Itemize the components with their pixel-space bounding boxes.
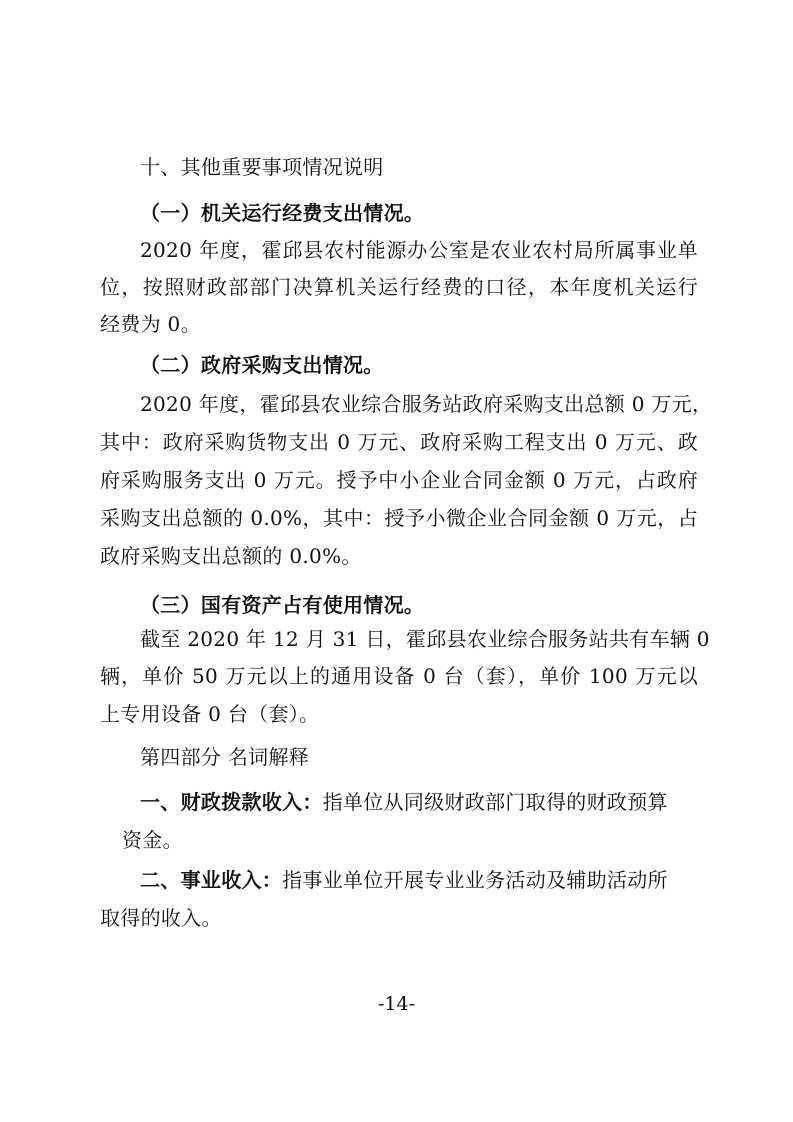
glossary-term-definition: 指事业单位开展专业业务活动及辅助活动所 [282, 868, 668, 892]
glossary-entry-business-income [140, 868, 698, 892]
paragraph-line: 府采购服务支出 0 万元。授予中小企业合同金额 0 万元，占政府 [100, 468, 698, 492]
paragraph-line: 资金。 [122, 828, 183, 852]
paragraph-line: 2020 年度，霍邱县农业综合服务站政府采购支出总额 0 万元， [140, 392, 713, 416]
paragraph-line: 取得的收入。 [100, 906, 222, 930]
paragraph-line: 2020 年度，霍邱县农村能源办公室是农业农村局所属事业单 [140, 238, 698, 262]
glossary-term-definition: 指单位从同级财政部门取得的财政预算 [322, 790, 668, 814]
paragraph-line: 政府采购支出总额的 0.0%。 [100, 544, 362, 568]
part-title-glossary: 第四部分 名词解释 [140, 745, 310, 769]
subsection-title-state-assets: （三）国有资产占有使用情况。 [140, 593, 425, 617]
glossary-term-label: 二、事业收入： [140, 868, 283, 892]
paragraph-line: 上专用设备 0 台（套）。 [100, 702, 320, 726]
paragraph-line: 位，按照财政部部门决算机关运行经费的口径，本年度机关运行 [100, 275, 698, 299]
paragraph-line: 采购支出总额的 0.0%，其中：授予小微企业合同金额 0 万元，占 [100, 506, 698, 530]
paragraph-line: 截至 2020 年 12 月 31 日，霍邱县农业综合服务站共有车辆 0 [140, 627, 710, 651]
paragraph-line: 辆，单价 50 万元以上的通用设备 0 台（套），单价 100 万元以 [100, 664, 698, 688]
page-number: -14- [377, 993, 416, 1015]
subsection-title-admin-expenses: （一）机关运行经费支出情况。 [140, 201, 425, 225]
paragraph-line: 其中：政府采购货物支出 0 万元、政府采购工程支出 0 万元、政 [100, 430, 698, 454]
glossary-term-label: 一、财政拨款收入： [140, 790, 323, 814]
section-heading: 十、其他重要事项情况说明 [140, 155, 384, 179]
glossary-entry-fiscal-appropriation [140, 790, 698, 814]
subsection-title-procurement: （二）政府采购支出情况。 [140, 353, 384, 377]
paragraph-line: 经费为 0。 [100, 312, 201, 336]
